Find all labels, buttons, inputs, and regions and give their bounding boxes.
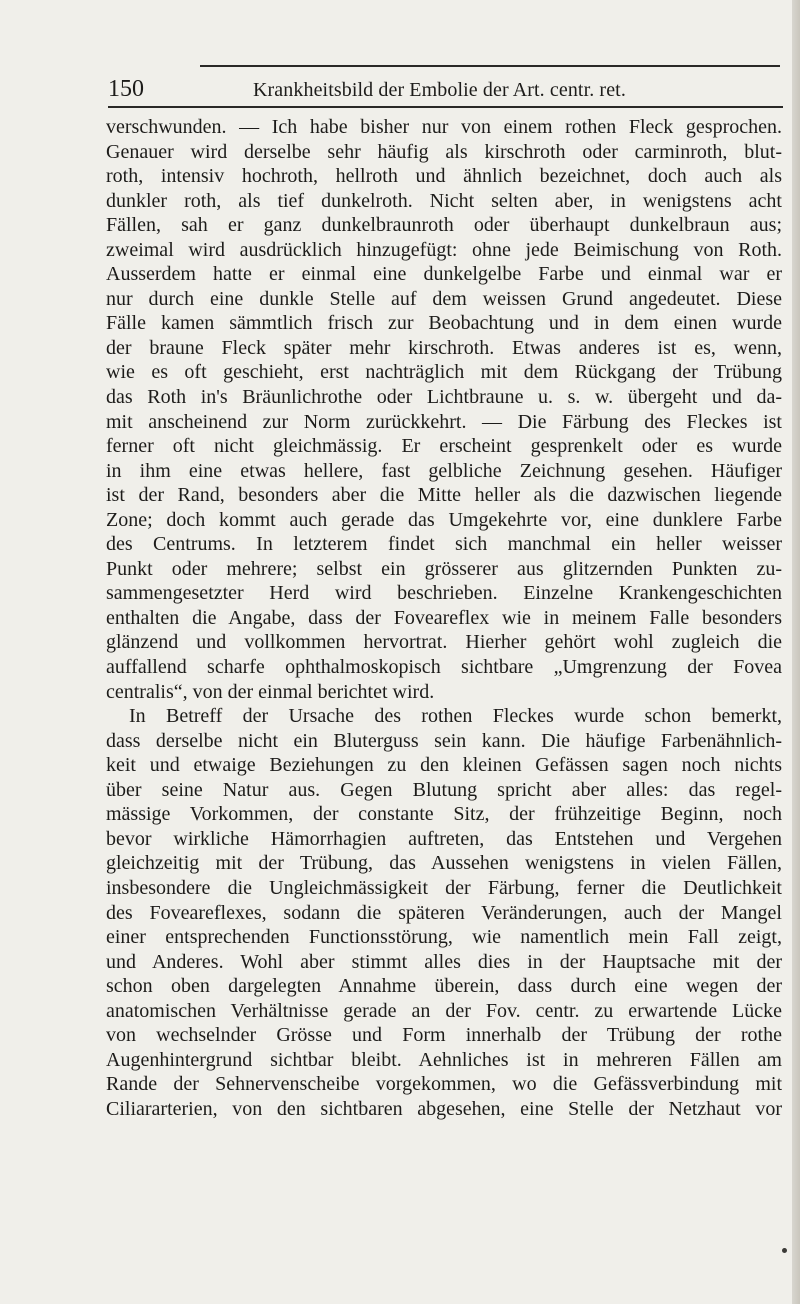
- text-line: insbesondere die Ungleichmässigkeit der Färbung, ferner die Deutlichkeit: [106, 876, 782, 899]
- text-line: Zone; doch kommt auch gerade das Umgekehrte vor, eine dunklere Farbe: [106, 508, 782, 531]
- page-number: 150: [108, 76, 144, 102]
- text-line: des Foveareflexes, sodann die späteren Veränderungen, auch der Mangel: [106, 901, 782, 924]
- text-line: über seine Natur aus. Gegen Blutung spricht aber alles: das regel-: [106, 778, 782, 801]
- text-line: in ihm eine etwas hellere, fast gelbliche Zeichnung gesehen. Häufiger: [106, 459, 782, 482]
- text-line: sammengesetzter Herd wird beschrieben. Einzelne Krankengeschichten: [106, 582, 782, 605]
- text-line: bevor wirkliche Hämorrhagien auftreten, das Entstehen und Vergehen: [106, 827, 782, 850]
- text-line: Rande der Sehnervenscheibe vorgekommen, wo die Gefässverbindung mit: [106, 1073, 782, 1096]
- text-line: Ausserdem hatte er einmal eine dunkelgelbe Farbe und einmal war er: [106, 263, 782, 286]
- text-line: wie es oft geschieht, erst nachträglich mit dem Rückgang der Trübung: [106, 361, 782, 384]
- text-line: glänzend und vollkommen hervortrat. Hierher gehört wohl zugleich die: [106, 631, 782, 654]
- text-line: einer entsprechenden Functionsstörung, wie namentlich mein Fall zeigt,: [106, 926, 782, 949]
- print-speck: [782, 1248, 787, 1253]
- text-line: ferner oft nicht gleichmässig. Er erscheint gesprenkelt oder es wurde: [106, 435, 782, 458]
- page-edge: [792, 0, 800, 1304]
- text-line: schon oben dargelegten Annahme überein, dass durch eine wegen der: [106, 975, 782, 998]
- text-line: und Anderes. Wohl aber stimmt alles dies in der Hauptsache mit der: [106, 950, 782, 973]
- text-line: nur durch eine dunkle Stelle auf dem weissen Grund angedeutet. Diese: [106, 287, 782, 310]
- text-line: mässige Vorkommen, der constante Sitz, der frühzeitige Beginn, noch: [106, 803, 782, 826]
- text-line: enthalten die Angabe, dass der Foveareflex wie in meinem Falle besonders: [106, 606, 782, 629]
- text-line: der braune Fleck später mehr kirschroth. Etwas anderes ist es, wenn,: [106, 336, 782, 359]
- text-line: centralis“, von der einmal berichtet wird.: [106, 680, 435, 703]
- body-text: [106, 115, 782, 1121]
- text-line: das Roth in's Bräunlichrothe oder Lichtbraune u. s. w. übergeht und da-: [106, 386, 782, 409]
- text-line: dass derselbe nicht ein Bluterguss sein kann. Die häufige Farbenähnlich-: [106, 729, 782, 752]
- text-line: dunkler roth, als tief dunkelroth. Nicht selten aber, in wenigstens acht: [106, 189, 782, 212]
- running-head: Krankheitsbild der Embolie der Art. centr. ret.: [253, 79, 626, 101]
- text-line: verschwunden. — Ich habe bisher nur von einem rothen Fleck gesprochen.: [106, 116, 782, 138]
- header-top-rule: [200, 65, 780, 67]
- text-line: Augenhintergrund sichtbar bleibt. Aehnliches ist in mehreren Fällen am: [106, 1048, 782, 1071]
- text-line: Fällen, sah er ganz dunkelbraunroth oder überhaupt dunkelbraun aus;: [106, 214, 782, 237]
- page-header: [108, 72, 783, 108]
- text-line: Fälle kamen sämmtlich frisch zur Beobachtung und in dem einen wurde: [106, 312, 782, 335]
- text-line: Genauer wird derselbe sehr häufig als kirschroth oder carminroth, blut-: [106, 140, 782, 163]
- text-line: gleichzeitig mit der Trübung, das Aussehen wenigstens in vielen Fällen,: [106, 852, 782, 875]
- text-line: ist der Rand, besonders aber die Mitte heller als die dazwischen liegende: [106, 484, 782, 507]
- text-line: In Betreff der Ursache des rothen Fleckes wurde schon bemerkt,: [129, 705, 782, 728]
- text-line: keit und etwaige Beziehungen zu den kleinen Gefässen sagen noch nichts: [106, 754, 782, 777]
- text-line: anatomischen Verhältnisse gerade an der Fov. centr. zu erwartende Lücke: [106, 999, 782, 1022]
- text-line: von wechselnder Grösse und Form innerhalb der Trübung der rothe: [106, 1024, 782, 1047]
- text-line: Ciliararterien, von den sichtbaren abgesehen, eine Stelle der Netzhaut vor: [106, 1097, 782, 1120]
- text-line: mit anscheinend zur Norm zurückkehrt. — Die Färbung des Fleckes ist: [106, 410, 782, 433]
- text-line: roth, intensiv hochroth, hellroth und ähnlich bezeichnet, doch auch als: [106, 165, 782, 188]
- text-line: zweimal wird ausdrücklich hinzugefügt: ohne jede Beimischung von Roth.: [106, 238, 782, 261]
- text-line: des Centrums. In letzterem findet sich manchmal ein heller weisser: [106, 533, 782, 556]
- text-line: Punkt oder mehrere; selbst ein grösserer aus glitzernden Punkten zu-: [106, 557, 782, 580]
- text-line: auffallend scharfe ophthalmoskopisch sichtbare „Umgrenzung der Fovea: [106, 656, 782, 679]
